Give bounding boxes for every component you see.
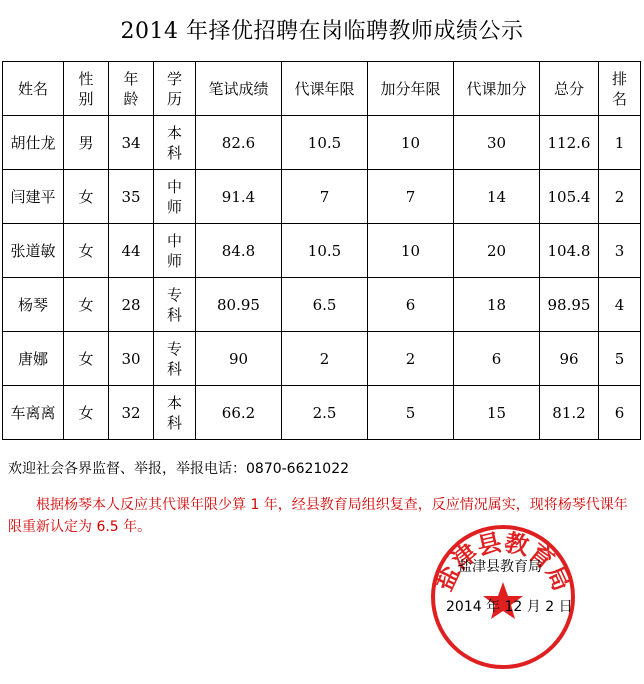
correction-note: 根据杨琴本人反应其代课年限少算 1 年，经县教育局组织复查，反应情况属实，现将杨琴代课年限重新认定为 6.5 年。 <box>8 497 628 535</box>
table-cell: 2 <box>282 332 368 386</box>
table-cell: 2 <box>368 332 454 386</box>
table-cell: 闫建平 <box>3 170 64 224</box>
table-cell: 2 <box>599 170 641 224</box>
table-cell: 本科 <box>154 116 196 170</box>
table-cell: 车离离 <box>3 386 64 440</box>
table-cell: 杨琴 <box>3 278 64 332</box>
page-title: 2014 年择优招聘在岗临聘教师成绩公示 <box>120 19 524 44</box>
column-header: 代课年限 <box>282 62 368 116</box>
table-cell: 2.5 <box>282 386 368 440</box>
table-cell: 中师 <box>154 170 196 224</box>
column-header: 代课加分 <box>454 62 540 116</box>
table-cell: 84.8 <box>196 224 282 278</box>
issue-date: 2014 年 12 月 2 日 <box>446 599 573 615</box>
table-cell: 32 <box>109 386 154 440</box>
table-cell: 112.6 <box>540 116 599 170</box>
table-cell: 6 <box>368 278 454 332</box>
column-header: 加分年限 <box>368 62 454 116</box>
table-cell: 20 <box>454 224 540 278</box>
table-cell: 7 <box>282 170 368 224</box>
table-cell: 96 <box>540 332 599 386</box>
table-cell: 专科 <box>154 278 196 332</box>
table-cell: 6 <box>454 332 540 386</box>
table-cell: 7 <box>368 170 454 224</box>
table-cell: 女 <box>64 278 109 332</box>
table-cell: 本科 <box>154 386 196 440</box>
table-cell: 6 <box>599 386 641 440</box>
column-header: 学历 <box>154 62 196 116</box>
table-cell: 28 <box>109 278 154 332</box>
table-cell: 3 <box>599 224 641 278</box>
table-cell: 10.5 <box>282 224 368 278</box>
table-cell: 10.5 <box>282 116 368 170</box>
table-cell: 胡仕龙 <box>3 116 64 170</box>
table-cell: 66.2 <box>196 386 282 440</box>
table-cell: 104.8 <box>540 224 599 278</box>
table-cell: 81.2 <box>540 386 599 440</box>
table-row <box>3 224 641 278</box>
table-row <box>3 386 641 440</box>
table-cell: 女 <box>64 170 109 224</box>
table-cell: 80.95 <box>196 278 282 332</box>
table-cell: 35 <box>109 170 154 224</box>
table-cell: 男 <box>64 116 109 170</box>
column-header: 排名 <box>599 62 641 116</box>
table-header-row <box>3 62 641 116</box>
column-header: 性别 <box>64 62 109 116</box>
table-row <box>3 116 641 170</box>
table-cell: 44 <box>109 224 154 278</box>
table-cell: 女 <box>64 224 109 278</box>
table-cell: 105.4 <box>540 170 599 224</box>
table-cell: 专科 <box>154 332 196 386</box>
table-cell: 张道敏 <box>3 224 64 278</box>
table-cell: 女 <box>64 386 109 440</box>
table-cell: 30 <box>109 332 154 386</box>
issuer-name: 盐津县教育局 <box>458 559 542 575</box>
table-cell: 14 <box>454 170 540 224</box>
table-row <box>3 170 641 224</box>
svg-text:盐津县教育局: 盐津县教育局 <box>429 528 577 596</box>
table-cell: 10 <box>368 224 454 278</box>
table-cell: 15 <box>454 386 540 440</box>
column-header: 姓名 <box>3 62 64 116</box>
table-cell: 女 <box>64 332 109 386</box>
table-cell: 4 <box>599 278 641 332</box>
table-cell: 91.4 <box>196 170 282 224</box>
table-cell: 5 <box>368 386 454 440</box>
table-row <box>3 332 641 386</box>
scores-table <box>2 61 641 440</box>
column-header: 年龄 <box>109 62 154 116</box>
table-cell: 18 <box>454 278 540 332</box>
table-cell: 30 <box>454 116 540 170</box>
column-header: 笔试成绩 <box>196 62 282 116</box>
table-cell: 90 <box>196 332 282 386</box>
column-header: 总分 <box>540 62 599 116</box>
table-cell: 6.5 <box>282 278 368 332</box>
table-row <box>3 278 641 332</box>
table-cell: 98.95 <box>540 278 599 332</box>
table-cell: 34 <box>109 116 154 170</box>
table-cell: 唐娜 <box>3 332 64 386</box>
table-cell: 1 <box>599 116 641 170</box>
table-cell: 10 <box>368 116 454 170</box>
table-cell: 5 <box>599 332 641 386</box>
report-notice: 欢迎社会各界监督、举报，举报电话：0870-6621022 <box>8 461 350 477</box>
table-cell: 中师 <box>154 224 196 278</box>
table-cell: 82.6 <box>196 116 282 170</box>
